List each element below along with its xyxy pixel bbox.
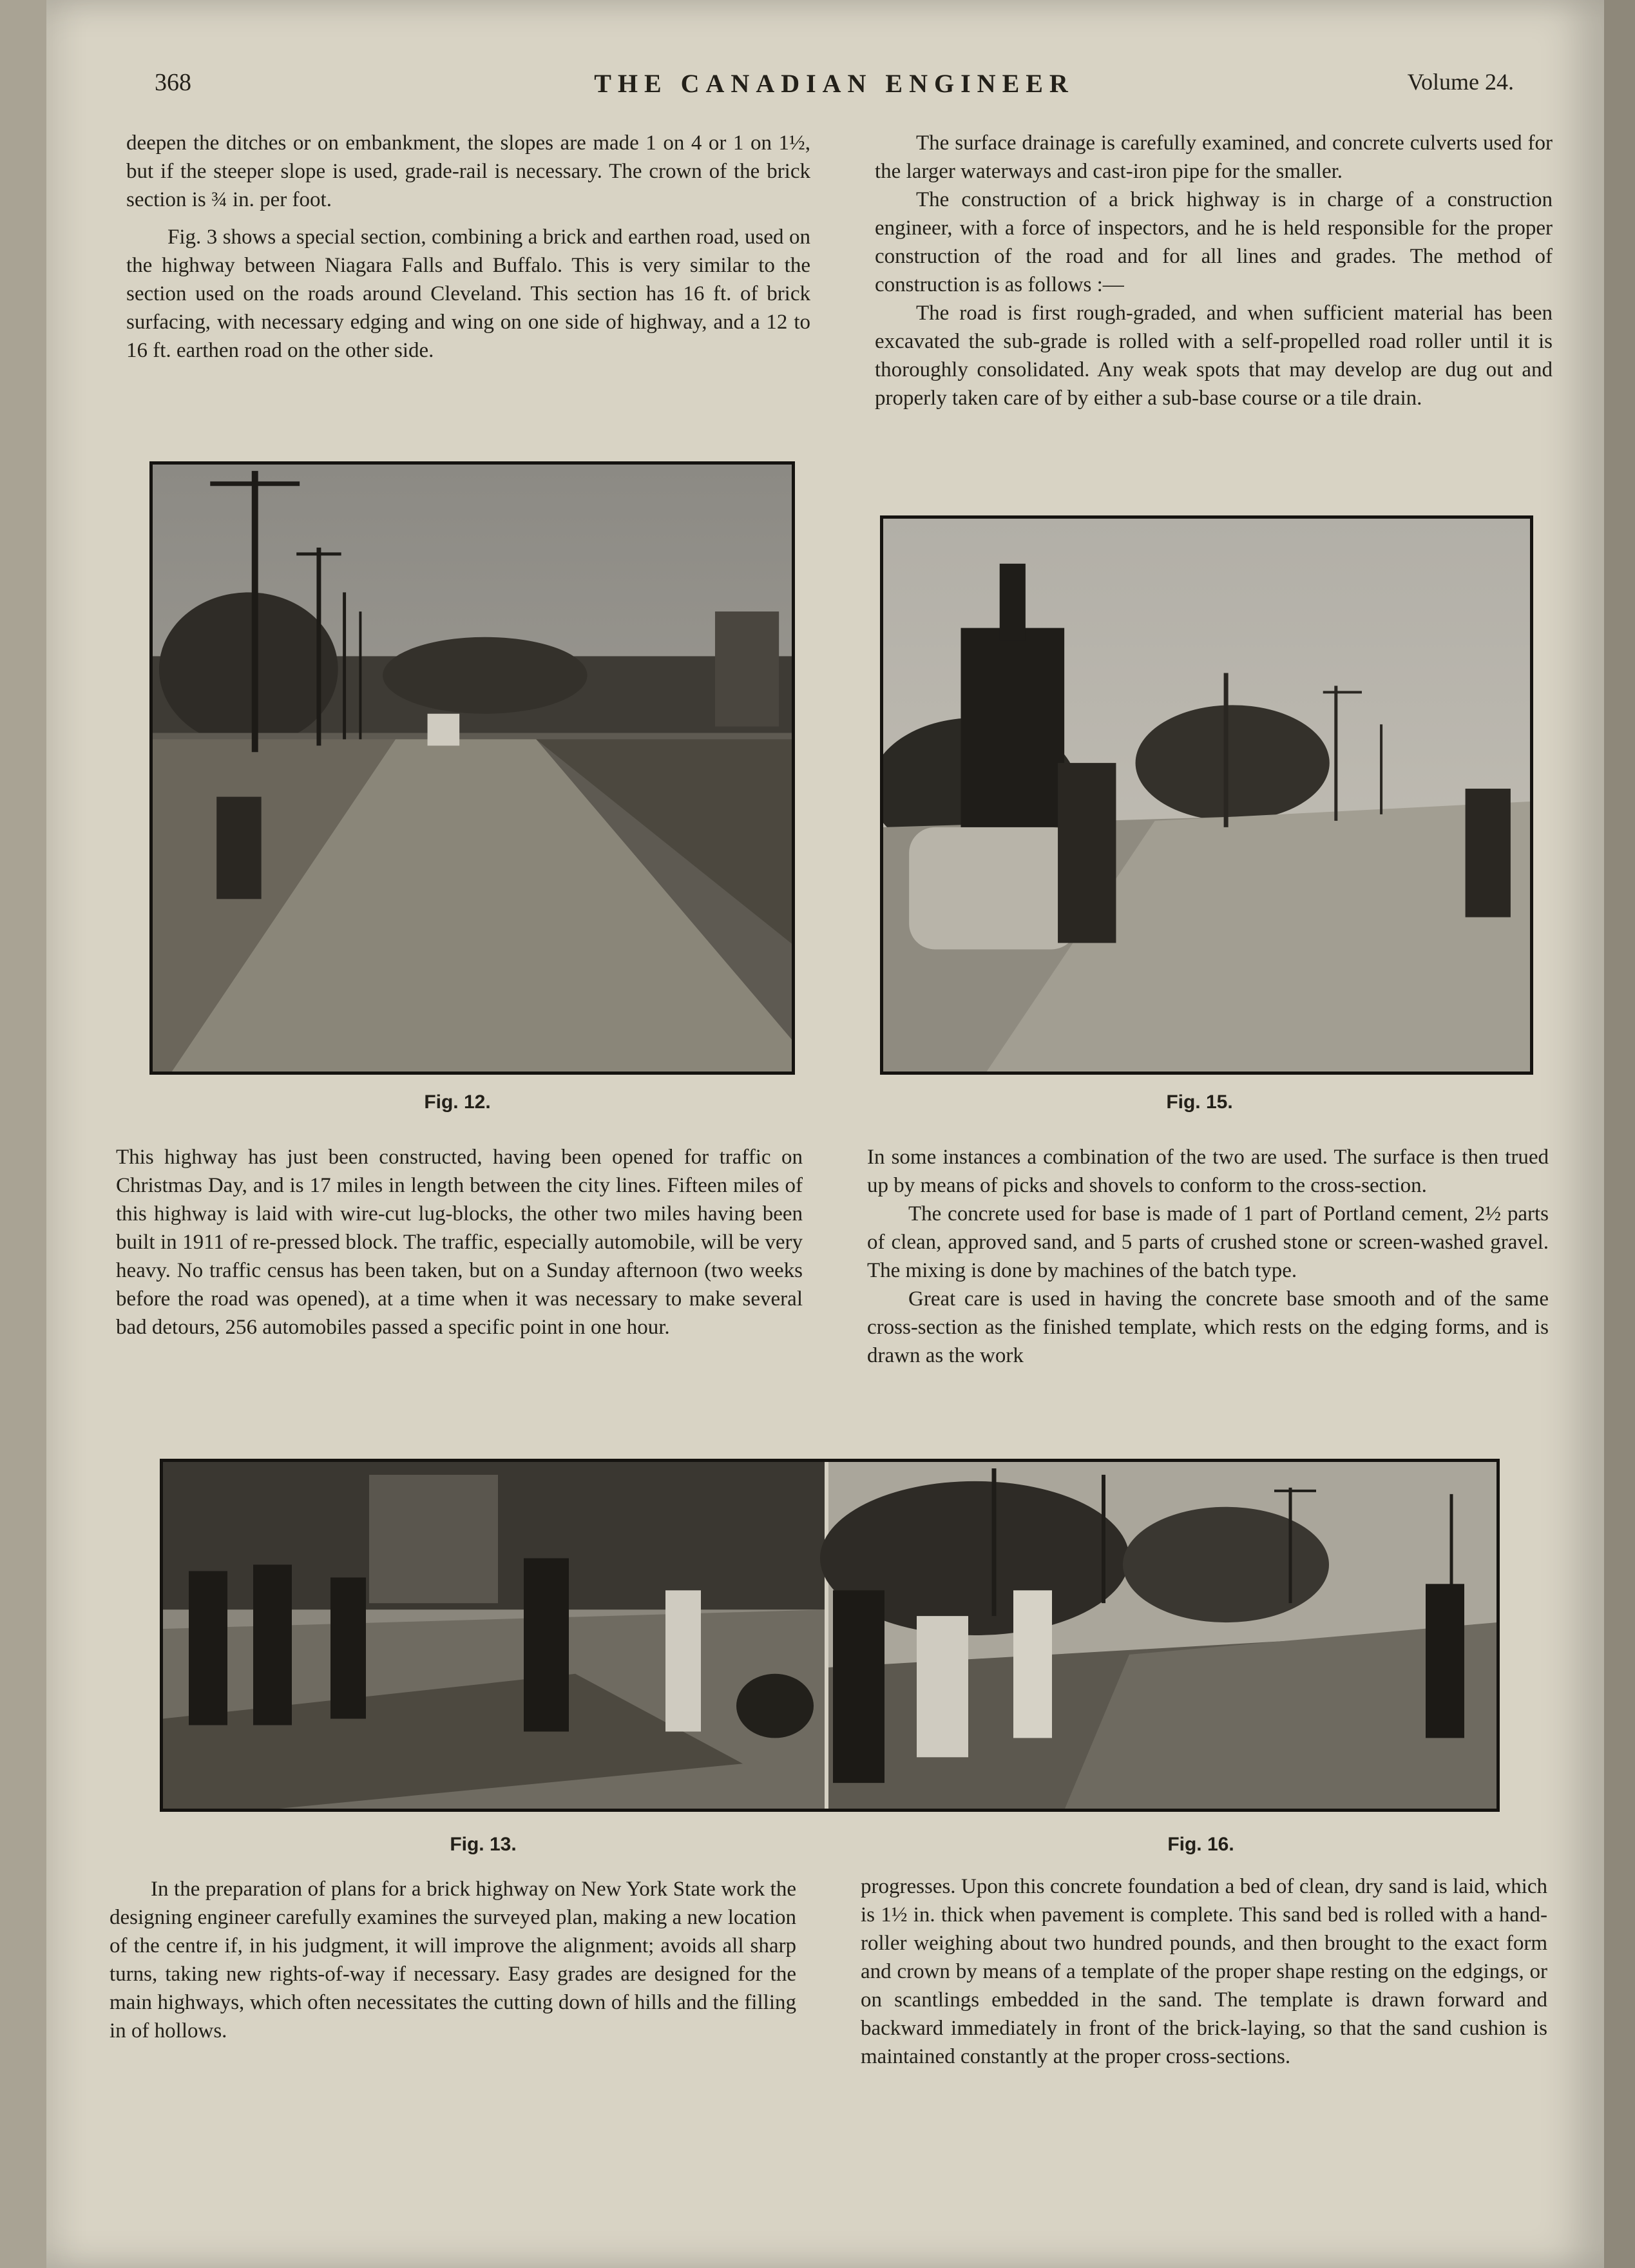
brick-laying-photos — [163, 1462, 1496, 1809]
running-header — [155, 68, 1514, 107]
figure-12-photo — [149, 461, 795, 1075]
page-gutter — [0, 0, 46, 2268]
paragraph: The road is first rough-graded, and when sufficient material has been excavated the sub-grade is rolled with a self-propelled road roller until it is thoroughly consolidated. Any weak spots that may develop are dug out and properly taken care of by either a sub-base course or a tile drain. — [875, 302, 1553, 410]
column-left-middle — [116, 1143, 803, 1341]
figure-16-caption: Fig. 16. — [1167, 1834, 1234, 1855]
steam-roller-photo — [883, 519, 1530, 1072]
column-right-bottom — [861, 1872, 1547, 2071]
figure-12-caption: Fig. 12. — [424, 1091, 491, 1113]
paragraph: In the preparation of plans for a brick highway on New York State work the designing engineer carefully examines the surveyed plan, making a new location of the centre if, in his judgment, it will improve the alignment; avoids all sharp turns, taking new rights-of-way if necessary. Easy grades are designed for the main highways, which often necessitates the cutting down of hills and the filling in of hollows. — [110, 1878, 796, 2042]
paragraph: deepen the ditches or on embankment, the slopes are made 1 on 4 or 1 on 1½, but if the steeper slope is used, grade-rail is necessary. The crown of the brick section is ¾ in. per foot. — [126, 131, 810, 211]
paragraph: The concrete used for base is made of 1 part of Portland cement, 2½ parts of clean, approved sand, and 5 parts of crushed stone or screen-washed gravel. The mixing is done by machines of the batch type. — [867, 1202, 1549, 1282]
figure-15-photo — [880, 515, 1533, 1075]
figure-13-caption: Fig. 13. — [450, 1834, 517, 1855]
figure-13-16-plate — [160, 1459, 1500, 1812]
page-edge-shadow — [1604, 0, 1635, 2268]
paragraph: The surface drainage is carefully examined, and concrete culverts used for the larger waterways and cast-iron pipe for the smaller. — [875, 131, 1553, 183]
journal-title: THE CANADIAN ENGINEER — [594, 69, 1075, 98]
paragraph: The construction of a brick highway is in charge of a construction engineer, with a force of inspectors, and he is held responsible for the proper construction of the road and for all lines and grades. The method of construction is as follows :— — [875, 188, 1553, 296]
paragraph: In some instances a combination of the two are used. The surface is then trued up by means of picks and shovels to conform to the cross-section. — [867, 1146, 1549, 1197]
column-right-middle — [867, 1143, 1549, 1370]
figure-15-caption: Fig. 15. — [1166, 1091, 1233, 1113]
column-left-top — [126, 129, 810, 365]
column-right-top — [875, 129, 1553, 412]
road-construction-photo — [153, 465, 792, 1072]
column-left-bottom — [110, 1875, 796, 2045]
volume-label: Volume 24. — [1407, 69, 1514, 95]
paragraph: Great care is used in having the concrete base smooth and of the same cross-section as the finished template, which rests on the edging forms, and is drawn as the work — [867, 1287, 1549, 1367]
paragraph: Fig. 3 shows a special section, combining a brick and earthen road, used on the highway between Niagara Falls and Buffalo. This is very similar to the section used on the roads around Cleveland. This section has 16 ft. of brick surfacing, with necessary edging and wing on one side of highway, and a 12 to 16 ft. earthen road on the other side. — [126, 226, 810, 362]
page-number: 368 — [155, 69, 191, 96]
paragraph: This highway has just been constructed, having been opened for traffic on Christmas Day, and is 17 miles in length between the city lines. Fifteen miles of this highway is laid with wire-cut lug-blocks, the other two miles having been built in 1911 of re-pressed block. The traffic, especially automobile, will be very heavy. No traffic census has been taken, but on a Sunday afternoon (two weeks before the road was opened), at a time when it was necessary to make several bad detours, 256 automobiles passed a specific point in one hour. — [116, 1146, 803, 1339]
paragraph: progresses. Upon this concrete foundation a bed of clean, dry sand is laid, which is 1½ in. thick when pavement is complete. This sand bed is rolled with a hand-roller weighing about two hundred pounds, and then brought to the exact form and crown by means of a template of the proper shape resting on the edgings, or on scantlings embedded in the sand. The template is drawn forward and backward immediately in front of the brick-laying, so that the sand cushion is maintained constantly at the proper cross-sections. — [861, 1875, 1547, 2068]
